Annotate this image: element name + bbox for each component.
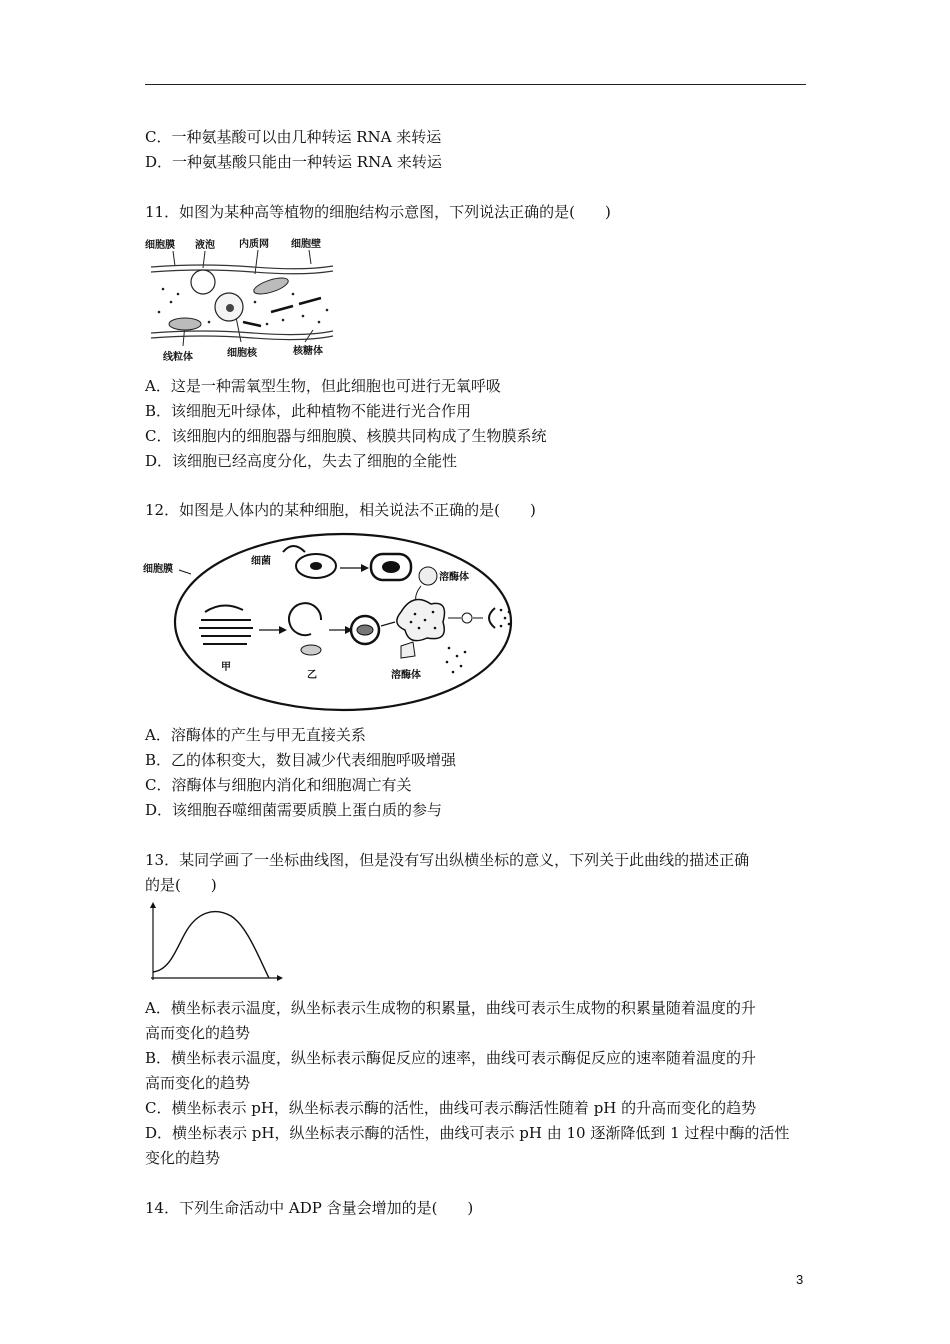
q12-human-cell-figure (143, 530, 523, 715)
q11-label-er: 内质网 (239, 239, 269, 250)
q11-label-nucleus: 细胞核 (227, 348, 257, 359)
q11-option-a: A．这是一种需氧型生物，但此细胞也可进行无氧呼吸 (145, 377, 501, 395)
q13-option-a-line2: 高而变化的趋势 (145, 1024, 251, 1042)
q13-stem-line2: 的是( ) (145, 876, 217, 894)
q10-option-d: D．一种氨基酸只能由一种转运 RNA 来转运 (145, 153, 442, 171)
q13-option-d-line2: 变化的趋势 (145, 1149, 221, 1167)
page-number: 3 (796, 1272, 804, 1287)
q12-label-yi: 乙 (307, 670, 317, 681)
q13-option-c: C．横坐标表示 pH，纵坐标表示酶的活性，曲线可表示酶活性随着 pH 的升高而变化的趋势 (145, 1099, 757, 1117)
q12-stem: 12．如图是人体内的某种细胞，相关说法不正确的是( ) (145, 501, 536, 519)
q11-label-cell-wall: 细胞壁 (291, 239, 321, 250)
q12-label-jia: 甲 (221, 662, 231, 673)
q11-label-ribosome: 核糖体 (293, 346, 323, 357)
q12-label-lysosome-top: 溶酶体 (439, 572, 469, 583)
q13-curve (153, 912, 269, 978)
q11-option-d: D．该细胞已经高度分化，失去了细胞的全能性 (145, 452, 458, 470)
q12-label-bacterium: 细菌 (251, 556, 271, 567)
q13-curve-figure (143, 902, 283, 986)
q11-label-membrane: 细胞膜 (145, 240, 175, 251)
q12-option-a: A．溶酶体的产生与甲无直接关系 (145, 726, 366, 744)
q13-stem-line1: 13．某同学画了一坐标曲线图，但是没有写出纵横坐标的意义，下列关于此曲线的描述正确 (145, 851, 750, 869)
q11-label-vacuole: 液泡 (195, 240, 215, 251)
q12-label-membrane: 细胞膜 (143, 564, 173, 575)
q13-option-d-line1: D．横坐标表示 pH，纵坐标表示酶的活性，曲线可表示 pH 由 10 逐渐降低到 1 过程中酶的活性 (145, 1124, 790, 1142)
q11-label-mitochondrion: 线粒体 (163, 352, 193, 363)
q10-option-c: C．一种氨基酸可以由几种转运 RNA 来转运 (145, 128, 442, 146)
q11-option-c: C．该细胞内的细胞器与细胞膜、核膜共同构成了生物膜系统 (145, 427, 547, 445)
q12-option-c: C．溶酶体与细胞内消化和细胞凋亡有关 (145, 776, 412, 794)
q13-option-a-line1: A．横坐标表示温度，纵坐标表示生成物的积累量，曲线可表示生成物的积累量随着温度的升 (145, 999, 756, 1017)
q12-label-lysosome-bottom: 溶酶体 (391, 670, 421, 681)
q11-plant-cell-figure (143, 234, 338, 364)
q13-option-b-line2: 高而变化的趋势 (145, 1074, 251, 1092)
q14-stem: 14．下列生命活动中 ADP 含量会增加的是( ) (145, 1199, 474, 1217)
q11-option-b: B．该细胞无叶绿体，此种植物不能进行光合作用 (145, 402, 472, 420)
q11-stem: 11．如图为某种高等植物的细胞结构示意图，下列说法正确的是( ) (145, 203, 611, 221)
q13-option-b-line1: B．横坐标表示温度，纵坐标表示酶促反应的速率，曲线可表示酶促反应的速率随着温度的升 (145, 1049, 757, 1067)
header-rule (145, 84, 806, 85)
q12-option-d: D．该细胞吞噬细菌需要质膜上蛋白质的参与 (145, 801, 443, 819)
q12-option-b: B．乙的体积变大，数目减少代表细胞呼吸增强 (145, 751, 457, 769)
